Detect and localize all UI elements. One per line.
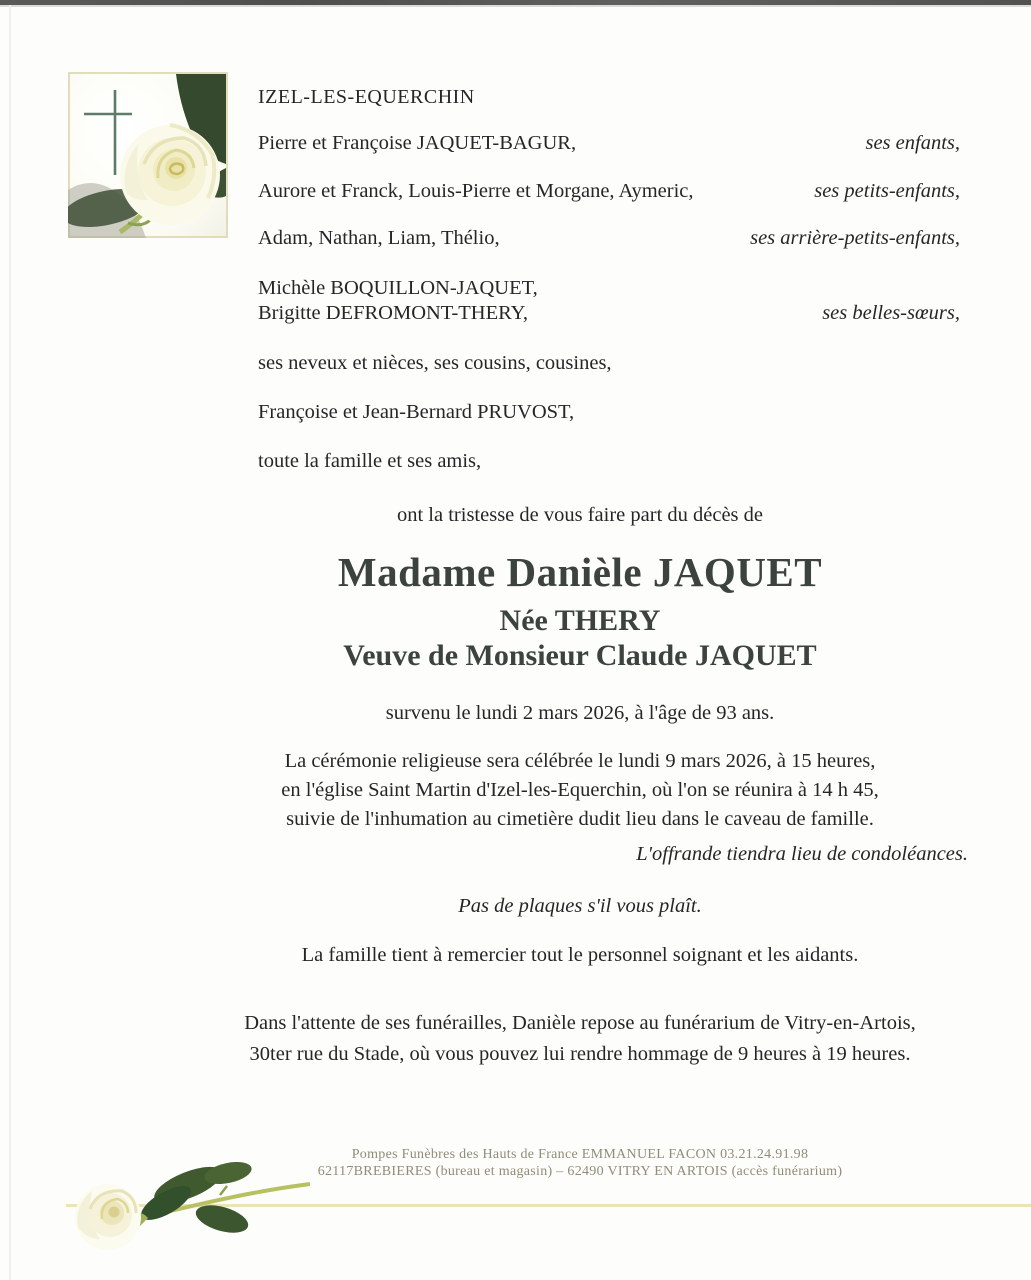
death-date-line: survenu le lundi 2 mars 2026, à l'âge de 93 ans. xyxy=(385,702,775,724)
ceremony-details xyxy=(130,747,1030,834)
family-line-nephews-cousins xyxy=(258,351,960,376)
family-line-children xyxy=(258,131,960,156)
family-names: Adam, Nathan, Liam, Thélio, xyxy=(258,227,500,249)
ceremony-line: en l'église Saint Martin d'Izel-les-Equerchin, où l'on se réunira à 14 h 45, xyxy=(281,779,879,801)
family-line-pruvost xyxy=(258,400,960,425)
family-names: toute la famille et ses amis, xyxy=(258,450,482,472)
white-rose-illustration xyxy=(70,1143,315,1255)
family-names: Françoise et Jean-Bernard PRUVOST, xyxy=(258,401,575,423)
no-plaques-line: Pas de plaques s'il vous plaît. xyxy=(458,895,702,917)
relation-label: ses belles-sœurs, xyxy=(822,302,960,324)
funeral-home-line: Pompes Funèbres des Hauts de France EMMANUEL FACON 03.21.24.91.98 xyxy=(351,1147,809,1162)
deceased-maiden-name: Née THERY xyxy=(499,604,661,637)
ceremony-line: suivie de l'inhumation au cimetière dudit lieu dans le caveau de famille. xyxy=(286,808,874,830)
family-line-grandchildren xyxy=(258,179,960,204)
funeral-home-line: 62117BREBIERES (bureau et magasin) – 62490 VITRY EN ARTOIS (accès funérarium) xyxy=(317,1163,843,1179)
relation-label: ses arrière-petits-enfants, xyxy=(750,227,960,249)
family-line-sisters-in-law xyxy=(258,276,960,326)
family-names: Michèle BOQUILLON-JAQUET, xyxy=(258,277,538,299)
white-rose-photo xyxy=(70,1143,315,1255)
family-names: ses neveux et nièces, ses cousins, cousines, xyxy=(258,352,612,374)
repose-details xyxy=(130,1008,1030,1070)
rose-cross-photo xyxy=(68,72,228,238)
intro-line: ont la tristesse de vous faire part du décès de xyxy=(396,504,764,526)
deceased-name: Madame Danièle JAQUET xyxy=(337,549,823,595)
family-names: Pierre et Françoise JAQUET-BAGUR, xyxy=(258,132,577,154)
deceased-widow-line: Veuve de Monsieur Claude JAQUET xyxy=(343,639,817,672)
ceremony-line: La cérémonie religieuse sera célébrée le lundi 9 mars 2026, à 15 heures, xyxy=(284,750,876,772)
scan-top-edge-shadow xyxy=(0,5,1031,7)
thanks-line: La famille tient à remercier tout le personnel soignant et les aidants. xyxy=(301,944,859,966)
family-names: Aurore et Franck, Louis-Pierre et Morgane, Aymeric, xyxy=(258,180,694,202)
relation-label: ses petits-enfants, xyxy=(814,180,960,202)
commune-name: IZEL-LES-EQUERCHIN xyxy=(258,86,475,108)
family-line-great-grandchildren xyxy=(258,226,960,251)
repose-line: Dans l'attente de ses funérailles, Danièle repose au funérarium de Vitry-en-Artois, xyxy=(244,1012,916,1034)
scan-left-edge xyxy=(9,5,11,1280)
rose-cross-illustration xyxy=(68,72,228,238)
relation-label: ses enfants, xyxy=(865,132,960,154)
repose-line: 30ter rue du Stade, où vous pouvez lui rendre hommage de 9 heures à 19 heures. xyxy=(249,1043,911,1065)
family-names: Brigitte DEFROMONT-THERY, xyxy=(258,302,528,324)
family-line-friends xyxy=(258,449,960,474)
offering-line: L'offrande tiendra lieu de condoléances. xyxy=(636,843,968,865)
